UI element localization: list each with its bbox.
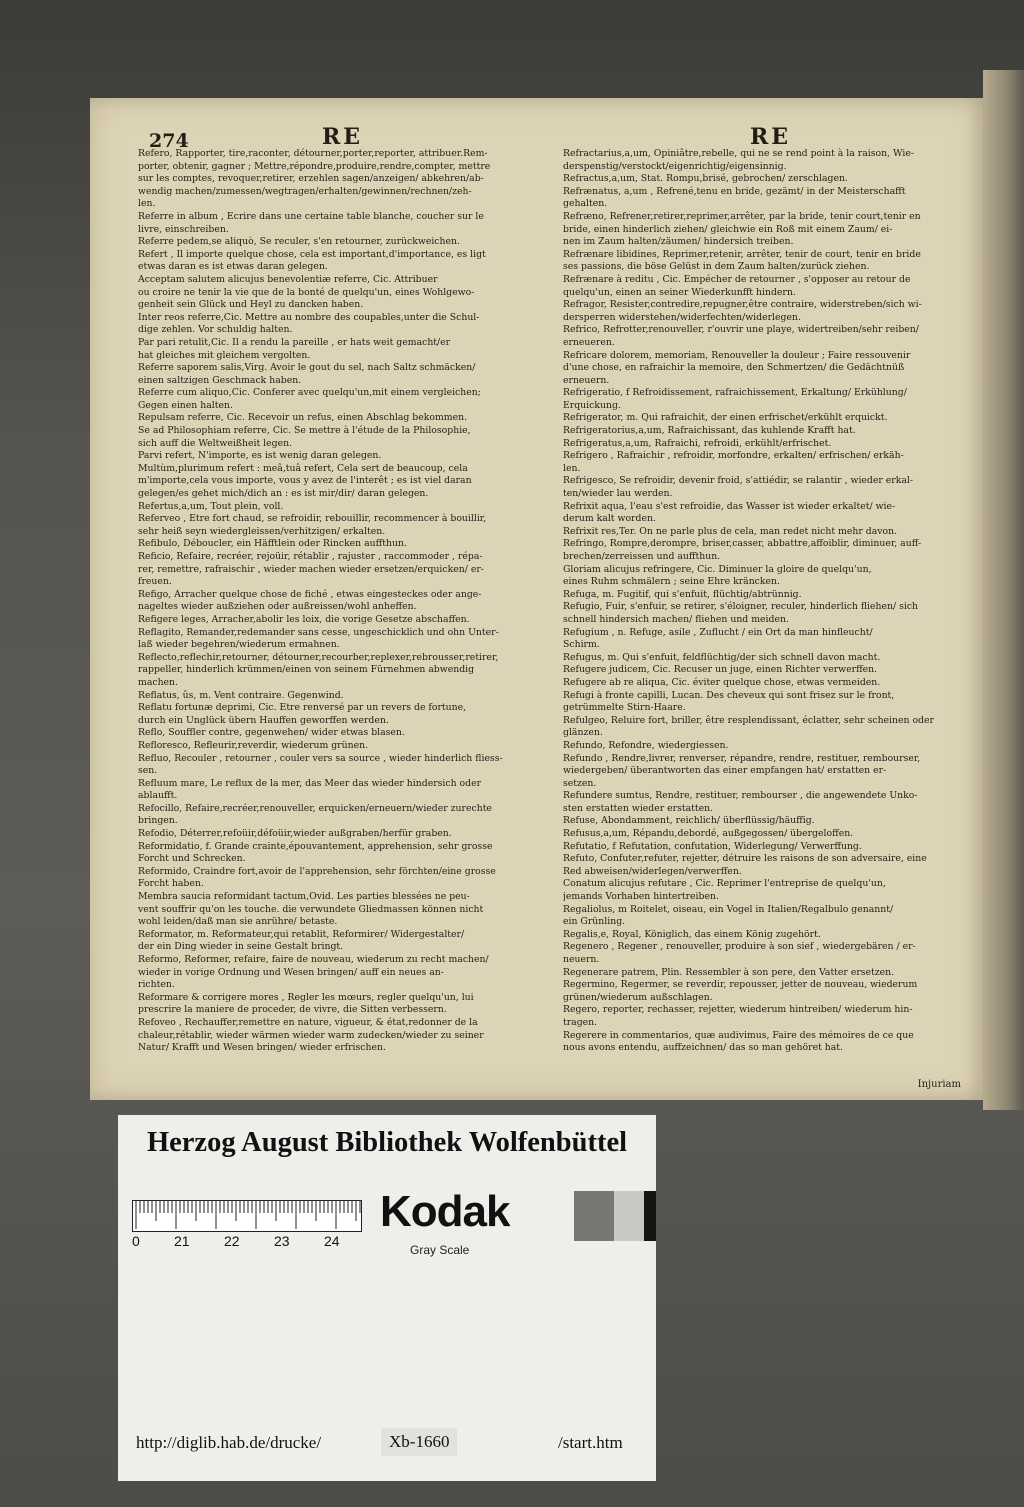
dictionary-line: Refrigeratus,a,um, Rafraichi, refroidi, erkühlt/erfrischet. [563,437,832,449]
dictionary-line: Par pari retulit,Cic. Il a rendu la pareille , er hats weit gemacht/er [138,336,451,348]
dictionary-line: Refugio, Fuir, s'enfuir, se retirer, s'éloigner, reculer, hinderlich fliehen/ sich [563,601,919,613]
dictionary-line: Refluo, Recouler , retourner , couler vers sa source , wieder hinderlich fliess- [138,752,503,764]
dictionary-line: Refrænare à reditu , Cic. Empécher de retourner , s'opposer au retour de [563,273,911,285]
dictionary-line: m'importe,cela vous importe, vous y avez de l'interêt ; es ist viel daran [138,475,472,487]
gray-swatch [644,1191,656,1241]
dictionary-line: Referre cum aliquo,Cic. Conferer avec quelqu'un,mit einem vergleichen; [138,387,481,399]
dictionary-line: derspenstig/verstockt/eigenrichtig/eigensinnig. [563,160,787,172]
dictionary-line: Refigere leges, Arracher,abolir les loix, die vorige Gesetze abschaffen. [138,613,470,625]
dictionary-line: Reflecto,reflechir,retourner, détourner,recourber,replexer,rebrousser,retirer, [138,651,499,663]
dictionary-line: Refutatio, f Refutation, confutation, Widerlegung/ Verwerffung. [563,840,862,852]
dictionary-line: Se ad Philosophiam referre, Cic. Se mettre à l'étude de la Philosophie, [138,425,471,437]
dictionary-line: Refertus,a,um, Tout plein, voll. [138,500,284,512]
dictionary-line: Reformido, Craindre fort,avoir de l'apprehension, sehr förchten/eine grosse [138,865,496,877]
dictionary-line: sehr heiß seyn wiedergleissen/verhitzigen/ erkalten. [138,525,386,537]
dictionary-line: durch ein Unglück übern Hauffen geworffen werden. [138,714,389,726]
dictionary-line: Refricare dolorem, memoriam, Renouveller la douleur ; Faire ressouvenir [563,349,911,361]
ruler-number: 0 [132,1233,140,1249]
dictionary-line: nen im Zaum halten/zäumen/ hindersich treiben. [563,236,794,248]
dictionary-line: Referre saporem salis,Virg. Avoir le gout du sel, nach Saltz schmäcken/ [138,362,476,374]
dictionary-line: Acceptam salutem alicujus benevolentiæ referre, Cic. Attribuer [138,273,438,285]
dictionary-line: Referveo , Etre fort chaud, se refroidir, rebouillir, recommencer à bouillir, [138,513,487,525]
dictionary-line: setzen. [563,777,597,789]
start-path: /start.htm [558,1433,623,1452]
dictionary-line: machen. [138,676,178,688]
dictionary-line: wohl leiden/daß man sie anrühre/ betaste. [138,916,338,928]
dictionary-line: nageltes wieder außziehen oder außreissen/wohl anheffen. [138,601,417,613]
dictionary-line: Reflatu fortunæ deprimi, Cic. Etre renversé par un revers de fortune, [138,702,467,714]
dictionary-line: eines Ruhm schmälern ; seine Ehre kräncken. [563,576,780,588]
dictionary-line: Refræno, Refrener,retirer,reprimer,arrêter, par la bride, tenir court,tenir en [563,210,921,222]
dictionary-line: Refundo, Refondre, wiedergiessen. [563,739,729,751]
dictionary-line: Refigo, Arracher quelque chose de fiché , etwas eingesteckes oder ange- [138,588,482,600]
dictionary-line: grünen/wiederum außschlagen. [563,991,713,1003]
dictionary-line: Inter reos referre,Cic. Mettre au nombre des coupables,unter die Schul- [138,311,480,323]
dictionary-line: erneuern. [563,374,610,386]
book-page [90,98,983,1100]
dictionary-line: freuen. [138,576,172,588]
dictionary-line: ten/wieder lau werden. [563,488,673,500]
dictionary-line: len. [138,198,156,210]
dictionary-line: Reficio, Refaire, recréer, rejoüir, rétablir , rajuster , raccommoder , répa- [138,551,483,562]
dictionary-line: sich auff die Weltweißheit legen. [138,437,293,449]
right-column [563,148,976,1055]
dictionary-line: gelegen/es gehet mich/dich an : es ist mir/dir/ daran gelegen. [138,488,429,500]
adjacent-page-edge [983,70,1024,1110]
dictionary-line: brechen/zerreissen und auffthun. [563,551,721,562]
gray-swatch [574,1191,614,1241]
dictionary-line: Refundere sumtus, Rendre, restituer, rembourser , die angewendete Unko- [563,790,918,802]
dictionary-line: bride, einen hinderlich ziehen/ gleichwie ein Roß mit einem Zaum/ ei- [563,223,893,235]
dictionary-line: Forcht haben. [138,878,204,890]
dictionary-line: Refrico, Refrotter,renouveller, r'ouvrir une playe, widertreiben/sehr reiben/ [563,324,919,336]
dictionary-line: Parvi refert, N'importe, es ist wenig daran gelegen. [138,450,382,462]
dictionary-line: schnell hindersich machen/ fliehen und meiden. [563,613,789,625]
catchword: Injuriam [917,1079,961,1090]
dictionary-line: bringen. [138,815,178,827]
dictionary-line: Regenero , Regener , renouveller, produire à son sief , wiedergebären / er- [563,941,916,953]
page-number: 274 [149,130,189,152]
dictionary-line: nous avons entendu, auffzeichnen/ das so man gehöret hat. [563,1042,843,1054]
dictionary-line: Refert , Il importe quelque chose, cela est important,d'importance, es ligt [138,248,486,260]
dictionary-line: Refloresco, Refleurir,reverdir, wiederum grünen. [138,739,369,751]
dictionary-line: Regero, reporter, rechasser, rejetter, wiederum hintreiben/ wiederum hin- [563,1004,913,1016]
dictionary-line: dersperren widerstehen/widerfechten/widerlegen. [563,311,801,323]
dictionary-line: Refugus, m. Qui s'enfuit, feldflüchtig/der sich schnell davon macht. [563,651,881,663]
gray-swatch [614,1191,644,1241]
dictionary-line: Refringo, Rompre,derompre, briser,casser, abbattre,affoiblir, diminuer, auff- [563,538,922,550]
dictionary-line: Refrigeratorius,a,um, Rafraichissant, das kuhlende Krafft hat. [563,425,856,437]
dictionary-line: erneueren. [563,336,615,348]
dictionary-line: Forcht und Schrecken. [138,853,246,865]
dictionary-line: jemands Vorhaben hintertreiben. [563,891,719,903]
dictionary-line: Refuga, m. Fugitif, qui s'enfuit, flüchtig/abtrünnig. [563,588,802,600]
dictionary-line: d'une chose, en rafraichir la memoire, den Schmertzen/ die Gedächtnüß [563,362,905,374]
dictionary-line: Refrigeratio, f Refroidissement, rafraichissement, Erkaltung/ Erkühlung/ [563,387,907,399]
kodak-logo: Kodak [380,1187,510,1236]
dictionary-line: Refrixit aqua, l'eau s'est refroidie, das Wasser ist wieder erkaltet/ wie- [563,500,896,512]
dictionary-line: Gloriam alicujus refringere, Cic. Diminuer la gloire de quelqu'un, [563,563,872,575]
dictionary-line: Regermino, Regermer, se reverdir, repousser, jetter de nouveau, wiederum [563,979,918,991]
dictionary-line: Referre pedem,se aliquò, Se reculer, s'en retourner, zurückweichen. [138,236,460,248]
dictionary-line: wieder in vorige Ordnung und Wesen bringen/ auff ein neues an- [138,966,444,978]
dictionary-line: Regenerare patrem, Plin. Ressembler à son pere, den Vatter ersetzen. [563,966,895,978]
dictionary-line: dige zehlen. Vor schuldig halten. [138,324,293,336]
dictionary-line: Red abweisen/widerlegen/verwerffen. [563,865,742,877]
dictionary-line: Refrænatus, a,um , Refrené,tenu en bride, gezämt/ in der Meisterschafft [563,185,906,197]
dictionary-line: Membra saucia reformidant tactum,Ovid. Les parties blessées ne peu- [138,891,470,903]
dictionary-line: wendig machen/zumessen/wegtragen/erhalten/gewinnen/rechnen/zeh- [138,185,472,197]
left-column [138,148,555,1055]
dictionary-line: Gegen einen halten. [138,399,233,411]
dictionary-line: Reformo, Reformer, refaire, faire de nouveau, wiederum zu recht machen/ [138,954,489,965]
dictionary-line: sten erstatten wieder erstatten. [563,802,714,814]
dictionary-line: gehalten. [563,198,608,210]
dictionary-line: Refoveo , Rechauffer,remettre en nature, vigueur, & état,redonner de la [138,1016,478,1028]
running-head-right: RE [750,124,792,150]
dictionary-line: len. [563,462,581,474]
dictionary-line: ablaufft. [138,790,178,802]
dictionary-line: Erquickung. [563,399,621,411]
dictionary-line: derum kalt worden. [563,513,656,525]
dictionary-line: rappeller, hinderlich krümmen/einen von seinem Fürnehmen abwendig [138,664,475,676]
dictionary-line: Refugere judicem, Cic. Recuser un juge, einen Richter verwerffen. [563,664,878,676]
library-title: Herzog August Bibliothek Wolfenbüttel [146,1127,628,1158]
dictionary-line: Repulsam referre, Cic. Recevoir un refus, einen Abschlag bekommen. [138,412,468,424]
dictionary-line: Refluum mare, Le reflux de la mer, das Meer das wieder hindersich oder [138,777,482,789]
dictionary-line: Refugi à fronte capilli, Lucan. Des cheveux qui sont frisez sur le front, [563,689,895,701]
dictionary-line: tragen. [563,1016,598,1028]
dictionary-line: richten. [138,979,175,991]
dictionary-line: prescrire la maniere de proceder, de vivre, die Sitten verbessern. [138,1004,447,1016]
dictionary-line: Refodio, Déterrer,refoüir,défoüir,wieder außgraben/herfür graben. [138,828,452,840]
dictionary-line: ses passions, die böse Gelüst in dem Zaum halten/zurück ziehen. [563,261,870,273]
dictionary-line: Refractus,a,um, Stat. Rompu,brisé, gebrochen/ zerschlagen. [563,173,848,185]
dictionary-line: Refugere ab re aliqua, Cic. éviter quelque chose, etwas vermeiden. [563,676,881,688]
dictionary-line: porter, obtenir, gagner ; Mettre,répondre,produire,rendre,compter, mettre [138,160,491,172]
dictionary-line: sur les comptes, revoquer,retirer, erzehlen sagen/anzeigen/ abkehren/ab- [138,173,484,185]
dictionary-line: rer, remettre, rafraischir , wieder machen wieder ersetzen/erquicken/ er- [138,563,484,575]
running-head-left: RE [322,124,364,150]
dictionary-line: Conatum alicujus refutare , Cic. Reprimer l'entreprise de quelqu'un, [563,878,886,890]
dictionary-line: livre, einschreiben. [138,223,229,235]
dictionary-line: Reformare & corrigere mores , Regler les mœurs, regler quelqu'un, lui [138,991,474,1003]
dictionary-line: der ein Ding wieder in seine Gestalt bringt. [138,941,344,953]
dictionary-line: Refrænare libidines, Reprimer,retenir, arrêter, tenir de court, tenir en bride [563,248,921,260]
dictionary-line: Refocillo, Refaire,recréer,renouveller, erquicken/erneuern/wieder zurechte [138,802,492,814]
dictionary-line: Regalis,e, Royal, Königlich, das einem König zugehört. [563,928,821,940]
dictionary-line: Referre in album , Ecrire dans une certaine table blanche, coucher sur le [138,210,484,222]
dictionary-line: hat gleiches mit gleichem vergolten. [138,349,311,361]
dictionary-line: einen saltzigen Geschmack haben. [138,374,302,386]
dictionary-line: Refusus,a,um, Répandu,debordé, außgegossen/ übergeloffen. [563,828,854,840]
ruler-number: 21 [174,1233,190,1249]
library-url: http://diglib.hab.de/drucke/ [136,1433,322,1452]
shelf-mark: Xb-1660 [381,1428,457,1456]
dictionary-line: neuern. [563,954,600,965]
dictionary-line: Reformator, m. Reformateur,qui retablit, Reformirer/ Widergestalter/ [138,928,465,940]
dictionary-line: vent souffrir qu'on les touche. die verwundete Gliedmassen können nicht [138,903,484,915]
dictionary-line: Refuse, Abondamment, reichlich/ überflüssig/häuffig. [563,815,815,827]
dictionary-line: Reflatus, ûs, m. Vent contraire. Gegenwind. [138,689,344,701]
dictionary-line: Refuto, Confuter,refuter, rejetter, détruire les raisons de son adversaire, eine [563,853,927,865]
dictionary-line: chaleur,rétablir, wieder wärmen wieder warm zudecken/wieder zu seiner [138,1029,484,1041]
measurement-ruler [132,1200,362,1232]
dictionary-line: Refrigero , Rafraichir , refroidir, morfondre, erkalten/ erfrischen/ erkäh- [563,450,904,462]
dictionary-line: quelqu'un, einen an seiner Wiederkunfft hindern. [563,286,796,298]
dictionary-line: Multùm,plurimum refert : meâ,tuâ refert, Cela sert de beaucoup, cela [138,462,468,474]
dictionary-line: Reflagito, Remander,redemander sans cesse, ungeschicklich und ohn Unter- [138,626,499,638]
dictionary-line: laß wieder begehren/wiederum ermahnen. [138,639,340,651]
dictionary-line: Refractarius,a,um, Opiniâtre,rebelle, qui ne se rend point à la raison, Wie- [563,148,914,159]
dictionary-line: Regerere in commentarios, quæ audivimus, Faire des mémoires de ce que [563,1029,914,1041]
dictionary-line: Refrigesco, Se refroidir, devenir froid, s'attiédir, se ralantir , wieder erkal- [563,475,914,487]
dictionary-line: ou croire ne tenir la vie que de la bonté de quelqu'un, eines Wohlgewo- [138,286,475,298]
dictionary-line: Refulgeo, Reluire fort, briller, être resplendissant, éclatter, sehr scheinen oder [563,714,934,726]
dictionary-line: sen. [138,765,158,777]
dictionary-line: Refugium , n. Refuge, asile , Zuflucht / ein Ort da man hinfleucht/ [563,626,873,638]
dictionary-line: Natur/ Krafft und Wesen bringen/ wieder erfrischen. [138,1042,386,1054]
dictionary-line: Schirm. [563,639,600,651]
dictionary-line: getrümmelte Stirn-Haare. [563,702,686,714]
dictionary-line: Refibulo, Déboucler, ein Häfftlein oder Rincken auffthun. [138,538,407,550]
ruler-number: 23 [274,1233,290,1249]
ruler-number: 24 [324,1233,340,1249]
dictionary-line: Regaliolus, m Roitelet, oiseau, ein Vogel in Italien/Regalbulo genannt/ [563,903,894,915]
dictionary-line: Refrixit res,Ter. On ne parle plus de cela, man redet nicht mehr davon. [563,525,898,537]
ruler-number: 22 [224,1233,240,1249]
gray-scale-label: Gray Scale [410,1243,470,1257]
dictionary-line: genheit sein Glück und Heyl zu dancken haben. [138,299,364,311]
dictionary-line: Refrigerator, m. Qui rafraichit, der einen erfrischet/erkühlt erquickt. [563,412,888,424]
dictionary-line: wiedergeben/ überantworten das einer empfangen hat/ erstatten er- [563,765,887,777]
dictionary-line: Reflo, Souffler contre, gegenwehen/ wider etwas blasen. [138,727,405,739]
dictionary-line: Refragor, Resister,contredire,repugner,être contraire, widerstreben/sich wi- [563,299,922,311]
dictionary-line: Refundo , Rendre,livrer, renverser, répandre, rendre, restituer, rembourser, [563,752,921,764]
dictionary-line: Reformidatio, f. Grande crainte,épouvantement, apprehension, sehr grosse [138,840,493,852]
dictionary-line: glänzen. [563,727,603,739]
dictionary-line: etwas daran es ist etwas daran gelegen. [138,261,328,273]
dictionary-line: ein Grünling. [563,916,626,928]
dictionary-line: Refero, Rapporter, tire,raconter, détourner,porter,reporter, attribuer.Rem- [138,148,488,159]
library-color-card [118,1115,656,1481]
